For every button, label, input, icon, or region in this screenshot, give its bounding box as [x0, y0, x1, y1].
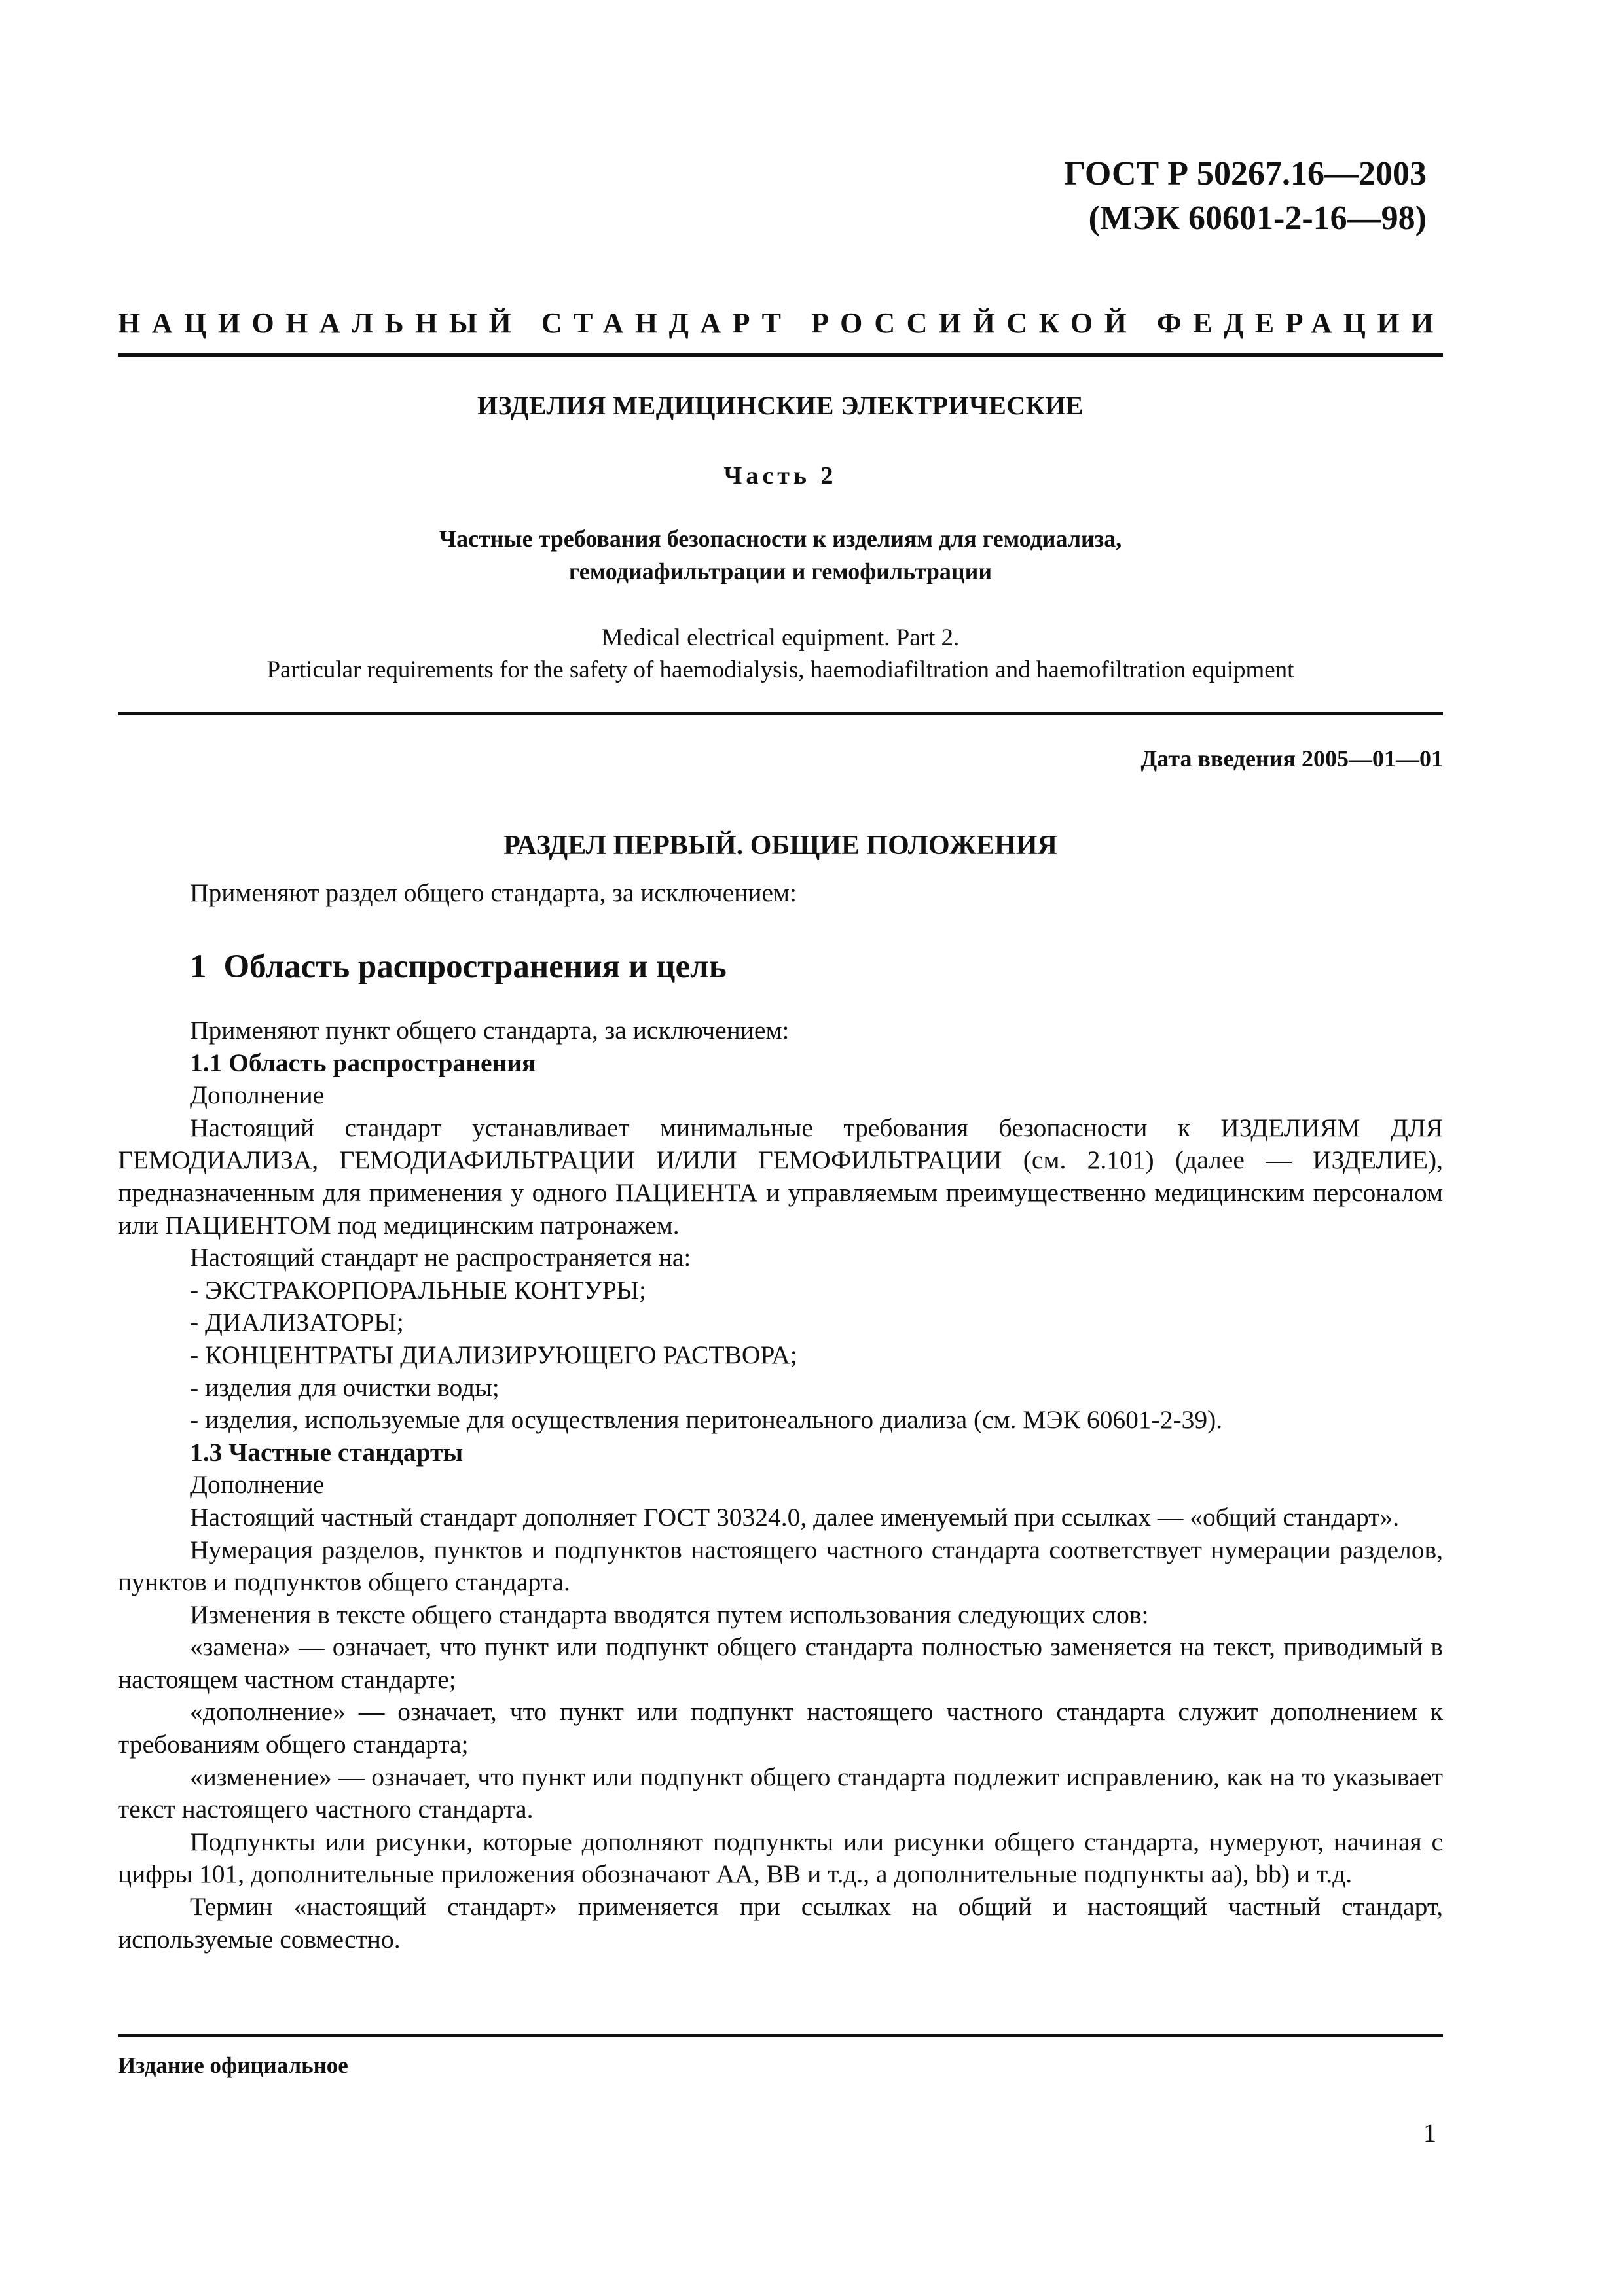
clause-1-title	[190, 948, 727, 986]
subtitle-line-1: Частные требования безопасности к изделиям для гемодиализа,	[439, 526, 1122, 552]
title-divider	[118, 712, 1443, 715]
gost-number: ГОСТ Р 50267.16—2003	[1064, 155, 1427, 192]
subclause-1-1-addition-label: Дополнение	[190, 1081, 325, 1110]
section-heading: РАЗДЕЛ ПЕРВЫЙ. ОБЩИЕ ПОЛОЖЕНИЯ	[503, 831, 1057, 861]
subclause-1-3-paragraph: «дополнение» — означает, что пункт или подпункт настоящего частного стандарта служит дополнением к требованиям общего стандарта;	[118, 1697, 1443, 1759]
document-main-title: ИЗДЕЛИЯ МЕДИЦИНСКИЕ ЭЛЕКТРИЧЕСКИЕ	[477, 391, 1084, 420]
section-applies-text	[118, 877, 1443, 910]
subclause-1-3-paragraph: Подпункты или рисунки, которые дополняют подпункты или рисунки общего стандарта, нумеруют, начиная с цифры 101, дополнительные приложения обозначают АА, ВВ и т.д., а дополнительные подпункты аа), bb) и т.д.	[118, 1827, 1443, 1889]
subclause-1-3-paragraph: Настоящий частный стандарт дополняет ГОСТ 30324.0, далее именуемый при ссылках — «общий стандарт».	[190, 1502, 1400, 1532]
subclause-1-3-paragraph: «замена» — означает, что пункт или подпункт общего стандарта полностью заменяется на текст, приводимый в настоящем частном стандарте;	[118, 1632, 1443, 1694]
clause-1-number: 1	[190, 948, 207, 985]
subclause-1-3-paragraph: Нумерация разделов, пунктов и подпунктов настоящего частного стандарта соответствует нумерации разделов, пунктов и подпунктов общего стандарта.	[118, 1535, 1443, 1597]
subclause-1-3-paragraph: Термин «настоящий стандарт» применяется при ссылках на общий и настоящий частный стандарт, используемые совместно.	[118, 1892, 1443, 1954]
national-standard-title: НАЦИОНАЛЬНЫЙ СТАНДАРТ РОССИЙСКОЙ ФЕДЕРАЦИИ	[118, 307, 1445, 339]
subclause-1-1-paragraph: Настоящий стандарт устанавливает минимальные требования безопасности к ИЗДЕЛИЯМ ДЛЯ ГЕМОДИАЛИЗА, ГЕМОДИАФИЛЬТРАЦИИ И/ИЛИ ГЕМОФИЛЬТРАЦИИ (см. 2.101) (далее — ИЗДЕЛИЕ), предназначенным для применения у одного ПАЦИЕНТА и управляемым преимущественно медицинским персоналом или ПАЦИЕНТОМ под медицинским патронажем.	[118, 1113, 1443, 1240]
exclusion-item: - КОНЦЕНТРАТЫ ДИАЛИЗИРУЮЩЕГО РАСТВОРА;	[190, 1340, 797, 1369]
iec-number: (МЭК 60601-2-16—98)	[1088, 200, 1427, 237]
part-label: Часть 2	[723, 462, 837, 490]
page-number: 1	[1423, 2118, 1436, 2147]
document-subtitle	[118, 522, 1443, 588]
clause-1-title-text: Область распространения и цель	[223, 948, 727, 985]
english-title-line-1: Medical electrical equipment. Part 2.	[601, 624, 960, 651]
subclause-1-3-addition-label: Дополнение	[190, 1470, 325, 1499]
subclause-1-1-title: 1.1 Область распространения	[190, 1048, 536, 1077]
exclusion-item: - изделия для очистки воды;	[190, 1372, 500, 1402]
exclusion-item: - ЭКСТРАКОРПОРАЛЬНЫЕ КОНТУРЫ;	[190, 1275, 647, 1304]
section-applies: Применяют раздел общего стандарта, за исключением:	[190, 878, 797, 907]
not-apply-intro: Настоящий стандарт не распространяется на:	[190, 1243, 691, 1272]
subclause-1-3-paragraph: Изменения в тексте общего стандарта вводятся путем использования следующих слов:	[190, 1600, 1149, 1629]
edition-label: Издание официальное	[118, 2053, 348, 2078]
subclause-1-3-paragraph: «изменение» — означает, что пункт или подпункт общего стандарта подлежит исправлению, как на то указывает текст настоящего частного стандарта.	[118, 1762, 1443, 1824]
clause-applies: Применяют пункт общего стандарта, за исключением:	[190, 1016, 790, 1045]
exclusion-item: - изделия, используемые для осуществления перитонеального диализа (см. МЭК 60601-2-39).	[190, 1405, 1223, 1435]
clause-1-body	[118, 1014, 1443, 1956]
introduction-date: Дата введения 2005—01—01	[1140, 745, 1443, 772]
english-title	[118, 622, 1443, 686]
header-divider	[118, 353, 1443, 357]
footer-divider	[118, 2034, 1443, 2037]
subtitle-line-2: гемодиафильтрации и гемофильтрации	[568, 558, 993, 584]
exclusion-item: - ДИАЛИЗАТОРЫ;	[190, 1308, 404, 1337]
english-title-line-2: Particular requirements for the safety of haemodialysis, haemodiafiltration and haemofiltration equipment	[266, 656, 1294, 683]
subclause-1-3-title: 1.3 Частные стандарты	[190, 1437, 464, 1467]
document-code-block	[1064, 152, 1427, 241]
